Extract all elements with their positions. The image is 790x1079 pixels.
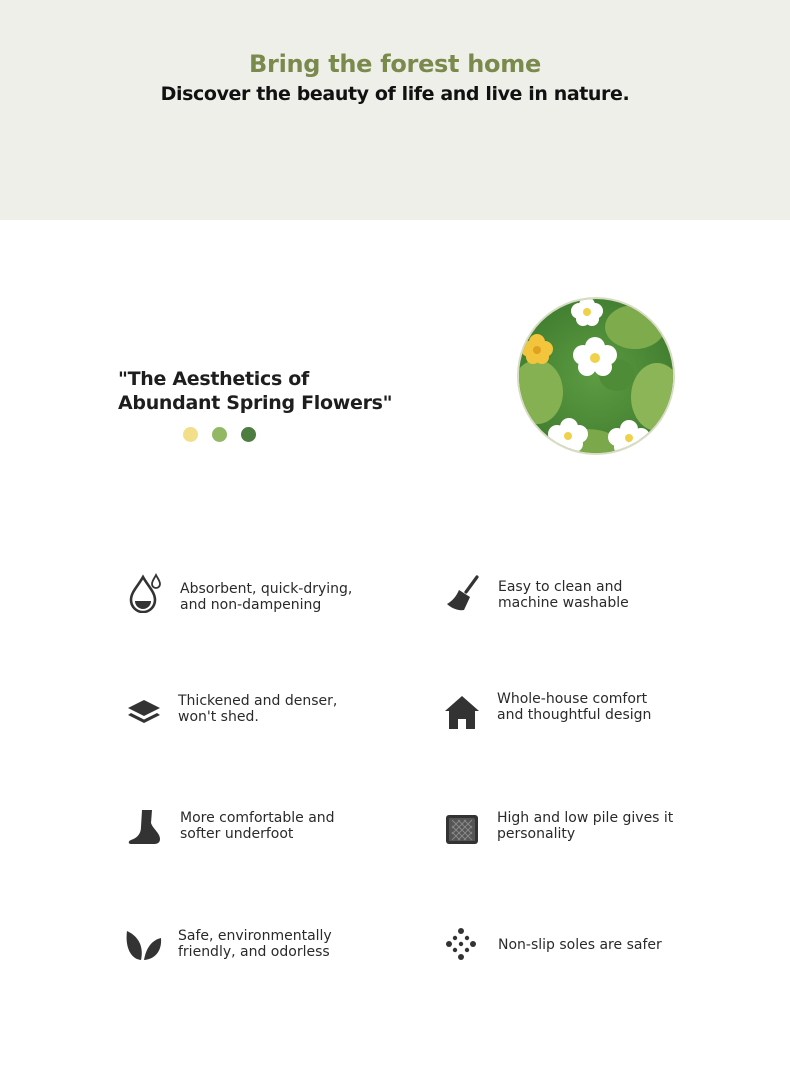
leaf-icon bbox=[126, 928, 162, 968]
dots-pattern-icon bbox=[446, 928, 482, 968]
feature-line-1: Safe, environmentally bbox=[178, 928, 332, 944]
feature-text bbox=[180, 581, 380, 613]
feature-line-2: softer underfoot bbox=[180, 826, 294, 842]
feature-line-2: friendly, and odorless bbox=[178, 944, 330, 960]
swatch-light-green[interactable] bbox=[212, 427, 227, 442]
feature-line-1: Non-slip soles are safer bbox=[498, 937, 662, 953]
feature-text bbox=[498, 579, 698, 611]
feature-line-2: machine washable bbox=[498, 595, 629, 611]
swatch-yellow[interactable] bbox=[183, 427, 198, 442]
flower-rug-image bbox=[517, 297, 675, 455]
feature-line-2: won't shed. bbox=[178, 709, 259, 725]
feature-line-1: Absorbent, quick-drying, bbox=[180, 581, 353, 597]
feature-line-2: and thoughtful design bbox=[497, 707, 652, 723]
feature-text bbox=[180, 810, 380, 842]
house-icon bbox=[445, 694, 481, 734]
hero-banner bbox=[0, 0, 790, 220]
feature-line-1: Easy to clean and bbox=[498, 579, 623, 595]
foot-icon bbox=[128, 809, 164, 849]
broom-icon bbox=[446, 575, 482, 615]
hero-title: Bring the forest home bbox=[249, 50, 541, 78]
rug-pile-icon bbox=[445, 810, 481, 850]
feature-line-1: More comfortable and bbox=[180, 810, 335, 826]
feature-text bbox=[498, 937, 718, 953]
quote-line-2: Abundant Spring Flowers" bbox=[118, 392, 393, 414]
feature-text bbox=[178, 928, 378, 960]
feature-line-2: and non-dampening bbox=[180, 597, 322, 613]
feature-line-1: Whole-house comfort bbox=[497, 691, 648, 707]
aesthetics-quote bbox=[118, 367, 438, 415]
swatch-dark-green[interactable] bbox=[241, 427, 256, 442]
feature-text bbox=[178, 693, 378, 725]
feature-text bbox=[497, 691, 697, 723]
layers-icon bbox=[126, 696, 162, 736]
feature-line-1: Thickened and denser, bbox=[178, 693, 338, 709]
feature-text bbox=[497, 810, 697, 842]
quote-line-1: "The Aesthetics of bbox=[118, 368, 309, 390]
water-drop-icon bbox=[128, 573, 164, 613]
feature-line-1: High and low pile gives it bbox=[497, 810, 674, 826]
feature-line-2: personality bbox=[497, 826, 576, 842]
hero-subtitle: Discover the beauty of life and live in nature. bbox=[160, 83, 630, 105]
